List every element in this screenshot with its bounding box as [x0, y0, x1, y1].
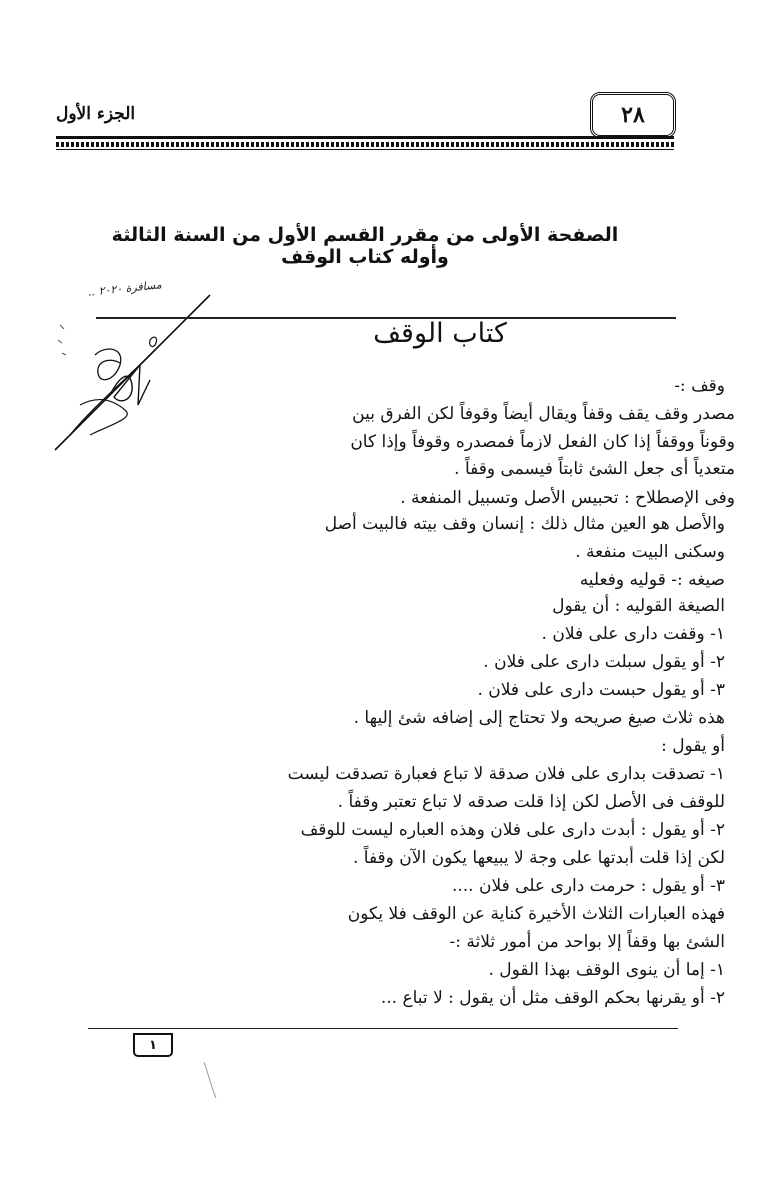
list-item: ٣- أو يقول حبست دارى على فلان . — [477, 680, 725, 700]
sheet-number-box — [133, 1033, 173, 1057]
sheet-number: ١ — [149, 1037, 157, 1053]
page-number: ٢٨ — [621, 102, 645, 128]
list-item: ٢- أو يقول : أبدت دارى على فلان وهذه العباره ليست للوقف — [300, 820, 725, 840]
text-line: متعدياً أى جعل الشئ ثابتاً فيسمى وقفاً . — [454, 459, 735, 479]
text-line: وقف :- — [674, 376, 725, 396]
list-item: ١- إما أن ينوى الوقف بهذا القول . — [488, 960, 725, 980]
scan-artifact — [200, 1060, 220, 1100]
text-line: للوقف فى الأصل لكن إذا قلت صدقه لا تباع تعتبر وقفاً . — [337, 792, 725, 812]
header-rule — [56, 136, 674, 139]
list-item: ١- وقفت دارى على فلان . — [541, 624, 725, 644]
text-line: وقوناً ووقفاً إذا كان الفعل لازماً فمصدره وقوفاً وإذا كان — [350, 432, 735, 452]
margin-note: مسافرة ٢٠٢٠ .. — [87, 278, 163, 299]
header-ornament-band — [56, 142, 674, 147]
section-title: الصفحة الأولى من مقرر القسم الأول من السنة الثالثة وأوله كتاب الوقف — [111, 224, 619, 268]
text-line: وسكنى البيت منفعة . — [575, 542, 725, 562]
header-rule-thin — [56, 149, 674, 150]
text-line: فهذه العبارات الثلاث الأخيرة كناية عن الوقف فلا يكون — [347, 904, 725, 924]
list-item: ١- تصدقت بدارى على فلان صدقة لا تباع فعبارة تصدقت ليست — [287, 764, 725, 784]
text-line: صيغه :- قوليه وفعليه — [579, 570, 725, 590]
text-line: هذه ثلاث صيغ صريحه ولا تحتاج إلى إضافه شئ إليها . — [353, 708, 725, 728]
text-line: لكن إذا قلت أبدتها على وجة لا يبيعها يكون الآن وقفاً . — [352, 848, 725, 868]
text-line: الصيغة القوليه : أن يقول — [552, 596, 725, 616]
text-line: أو يقول : — [661, 736, 725, 756]
text-line: والأصل هو العين مثال ذلك : إنسان وقف بيته فالبيت أصل — [324, 514, 725, 534]
signature-scribble — [50, 285, 230, 455]
list-item: ٣- أو يقول : حرمت دارى على فلان .... — [451, 876, 725, 896]
page-number-box — [590, 92, 676, 138]
text-line: الشئ بها وقفاً إلا بواحد من أمور ثلاثة :- — [449, 932, 725, 952]
content-bottom-rule — [88, 1028, 678, 1029]
running-head: الجزء الأول — [56, 104, 136, 124]
list-item: ٢- أو يقرنها بحكم الوقف مثل أن يقول : لا تباع ... — [380, 988, 725, 1008]
book-title: كتاب الوقف — [373, 318, 507, 349]
text-line: وفى الإصطلاح : تحبيس الأصل وتسبيل المنفعة . — [400, 488, 735, 508]
text-line: مصدر وقف يقف وقفاً ويقال أيضاً وقوفاً لكن الفرق بين — [352, 404, 735, 424]
list-item: ٢- أو يقول سبلت دارى على فلان . — [483, 652, 725, 672]
